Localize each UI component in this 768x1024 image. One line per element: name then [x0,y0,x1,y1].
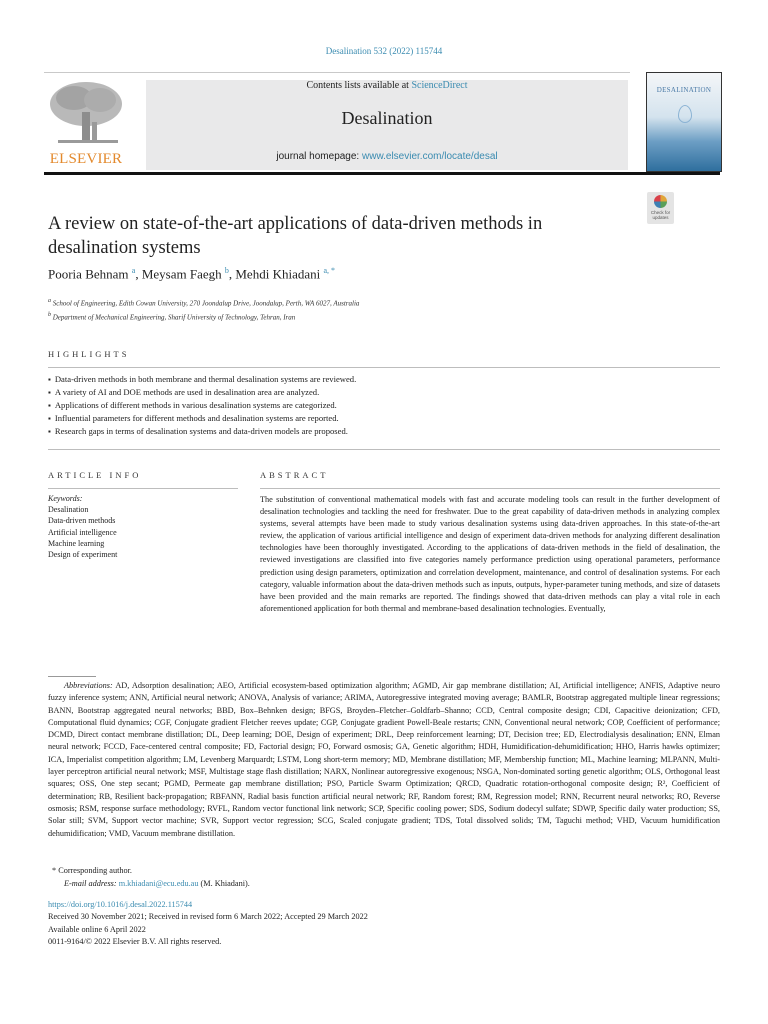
journal-cover-image[interactable] [646,72,722,172]
article-info-rule [48,488,238,489]
author-name[interactable]: Mehdi Khiadani [235,266,321,282]
header-top-rule [44,72,630,73]
keyword-item: Machine learning [48,538,105,548]
highlight-item: ▪ Research gaps in terms of desalination systems and data-driven models are proposed. [48,425,718,438]
homepage-prefix: journal homepage: [276,151,362,162]
highlights-rule-bottom [48,449,720,450]
author-name[interactable]: Meysam Faegh [141,266,222,282]
author-affiliation-mark[interactable]: a [131,266,136,275]
abbreviations-footnote [48,680,720,840]
header-thick-rule [44,172,720,175]
email-line [64,879,250,888]
journal-reference-link[interactable]: Desalination 532 (2022) 115744 [325,46,443,56]
keywords-block [48,493,117,560]
keyword-item: Artificial intelligence [48,527,117,537]
highlights-list [48,373,718,438]
cover-title: DESALINATION [656,86,712,94]
sciencedirect-link[interactable]: ScienceDirect [411,80,468,91]
abstract-rule [260,488,720,489]
abstract-text: The substitution of conventional mathematical models with fast and accurate modeling tools can result in the further development of desalination technologies and tackling the need for freshwater. Due to the great capability of data-driven methods in analyzing complex systems, several attempts have been made to study various desalination systems using data-driven approaches. In this state-of-the-art review, the application of various artificial intelligence and design of experiment data-driven methods for analyzing different desalination technologies have been thoroughly investigated. According to the applications of data-driven methods in the field of desalination, the reviewed investigations are classified into five categories namely performance prediction using operational parameters, performance prediction using design parameters, optimization and correlation development, maintenance, and control of desalination systems. For each category, valuable information about the data-driven methods such as inputs, outputs, hyper-parameter tuning methods, and size of datasets have been provided and the main remarks are reported. The findings showed that data-driven methods can play a vital role in each aforementioned application for both thermal and membrane-based desalination technologies. Eventually, [260,495,720,613]
highlights-rule-top [48,367,720,368]
highlight-item: ▪ A variety of AI and DOE methods are used in desalination area are analyzed. [48,386,718,399]
elsevier-logo[interactable] [44,78,128,168]
abbreviations-label: Abbreviations: [64,681,113,690]
article-info-heading: ARTICLE INFO [48,470,142,480]
journal-name: Desalination [341,108,433,128]
highlight-item: ▪ Applications of different methods in various desalination systems are categorized. [48,399,718,412]
keywords-label: Keywords: [48,494,83,503]
corresponding-author-note: * Corresponding author. [52,866,132,875]
author-name[interactable]: Pooria Behnam [48,266,129,282]
email-suffix: (M. Khiadani). [198,879,250,888]
author-email-link[interactable]: m.khiadani@ecu.edu.au [118,879,199,888]
highlights-heading: HIGHLIGHTS [48,349,130,359]
check-updates-icon [654,195,667,208]
footnote-rule [48,676,96,677]
check-for-updates-button[interactable] [647,192,674,224]
affiliation-item [48,309,359,323]
water-drop-icon [678,105,692,123]
affiliations [48,295,359,324]
affiliation-text: School of Engineering, Edith Cowan University, 270 Joondalup Drive, Joondalup, Perth, WA 6027, Australia [52,299,360,308]
contents-line [146,80,628,91]
elsevier-wordmark: ELSEVIER [49,151,123,167]
keyword-item: Data-driven methods [48,516,116,526]
highlight-item: ▪ Influential parameters for different methods and desalination systems are reported. [48,412,718,425]
highlight-item: ▪ Data-driven methods in both membrane and thermal desalination systems are reviewed. [48,373,718,386]
abbreviations-text: AD, Adsorption desalination; AEO, Artificial ecosystem-based optimization algorithm; AGMD, Air gap membrane distillation; AI, Artificial intelligence; ANFIS, Adaptive neuro fuzzy inference system; ANN, Artificial neural network; ANOVA, Analysis of variance; ARIMA, Autoregressive integrated moving average; BAMLR, Bootstrap aggregated multiple linear regressions; BANN, Bootstrap aggregated neural networks; BBD, Box–Behnken design; BFGS, Broyden–Fletcher–Goldfarb–Shanno; CCD, Central composite design; CDI, Capacitive deionization; CFD, Computational fluid dynamics; CGF, Conjugate gradient Fletcher reeves update; CGP, Conjugate gradient Powell-Beale restarts; CNN, Conventional neural network; COP, Coefficient of performance; DCMD, Direct contact membrane distillation; DL, Deep learning; DOE, Design of experiment; DRL, Deep reinforcement learning; DT, Decision tree; ED, Electrodialysis desalination; ENN, Elman neural network; FCCD, Face-centered central composite; FD, Factorial design; FO, Forward osmosis; GA, Genetic algorithm; HDH, Humidification-dehumidification; HHO, Harris hawks optimizer; ICA, Imperialist competition algorithm; LM, Levenberg Marquardt; LSTM, Long short-term memory; MD, Membrane distillation; MF, Membership function; ML, Machine learning; MLPANN, Multi-layer perceptron artificial neural network; MSF, Multistage stage flash distillation; NARX, Nonlinear autoregressive exogenous; NSGA, Non-dominated sorting genetic algorithm; OLS, Orthogonal least squares; OSS, One step secant; PGMD, Permeate gap membrane distillation; PSO, Particle Swarm Optimization; QRCD, Quadratic rotation-orthogonal composite design; R², Coefficient of determination; RB, Resilient back-propagation; RBFANN, Radial basis function artificial neural network; RF, Random forest; RM, Regression model; RNN, Recurrent neural networks; RO, Reverse osmosis; RSM, response surface methodology; RVFL, Random vector functional link network; SCP, Specific cooling power; SDS, Sodium dodecyl sulfate; SDWP, Specific daily water production; SS, Solar still; SVM, Support vector machine; SVR, Support vector regression; SCG, Scaled conjugate gradient; TDS, Total dissolved solids; TM, Taguchi method; VHD, Vacuum humidification dehumidification; VMD, Vacuum membrane distillation. [48,681,720,838]
received-dates: Received 30 November 2021; Received in revised form 6 March 2022; Accepted 29 March 2022 [48,912,368,921]
author-affiliation-mark[interactable]: a, * [323,266,336,275]
journal-homepage-link[interactable]: www.elsevier.com/locate/desal [362,151,498,162]
elsevier-tree-icon [44,78,128,150]
keyword-item: Design of experiment [48,550,118,560]
affiliation-text: Department of Mechanical Engineering, Sharif University of Technology, Tehran, Iran [52,313,296,322]
email-label: E-mail address: [64,879,117,888]
author-affiliation-mark[interactable]: b [224,266,229,275]
available-online-date: Available online 6 April 2022 [48,925,146,934]
affiliation-mark: a [48,298,51,304]
copyright-notice: 0011-9164/© 2022 Elsevier B.V. All rights reserved. [48,937,222,946]
author-list: Pooria Behnam $^a$, Meysam Faegh $^b$, Mehdi Khiadani $^{a, *}$ [48,266,336,282]
keyword-item: Desalination [48,505,89,515]
doi-link[interactable]: https://doi.org/10.1016/j.desal.2022.115744 [48,900,193,909]
affiliation-item [48,295,359,309]
contents-prefix: Contents lists available at [306,80,412,91]
homepage-line [146,151,628,162]
affiliation-mark: b [48,312,51,319]
check-updates-label: Check for updates [650,210,671,220]
article-title: A review on state-of-the-art applications of data-driven methods in desalination systems [48,214,543,258]
abstract-heading: ABSTRACT [260,470,329,480]
